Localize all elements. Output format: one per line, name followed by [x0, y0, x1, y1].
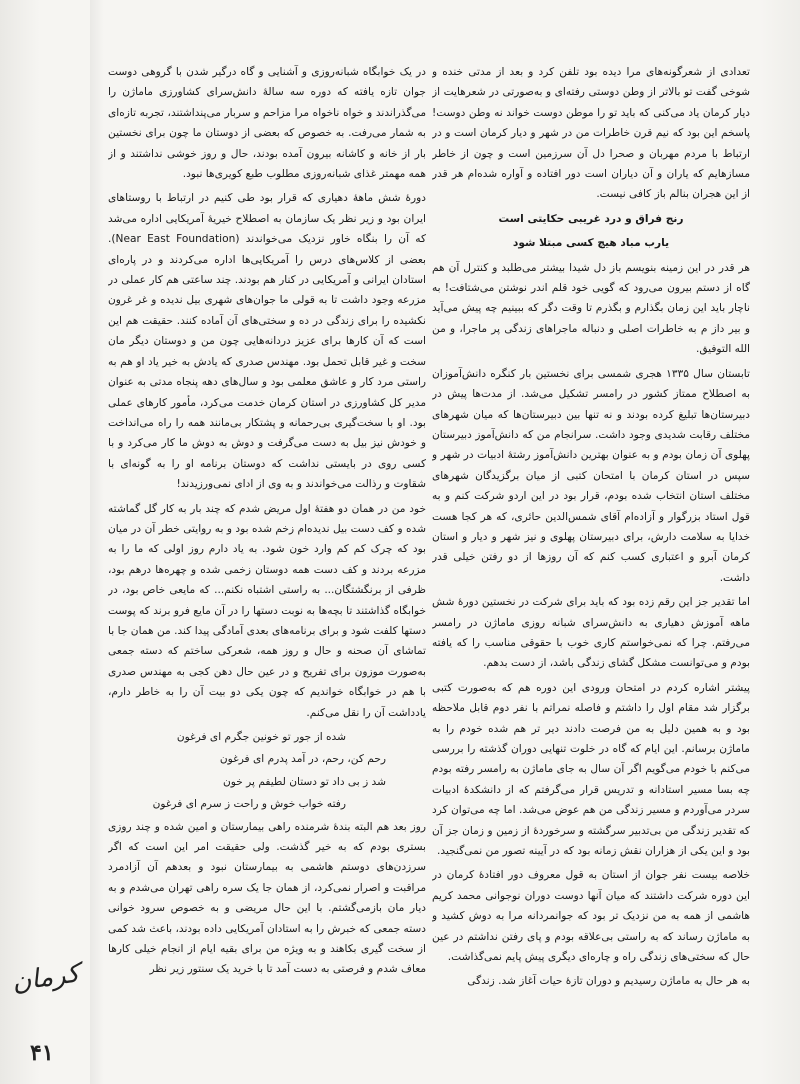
poem-line: یارب مباد هیچ کسی مبتلا شود	[512, 237, 670, 250]
left-column	[108, 62, 426, 1002]
poem-line: رحم کن، رحم، در آمد پدرم ای فرغون	[219, 753, 386, 766]
paragraph: پیشتر اشاره کردم در امتحان ورودی این دوره هم که به‌صورت کتبی برگزار شد مقام اول را داشتم و فاصله نمراتم با نفر دوم قابل ملاحظه بود و به همین دلیل به من فرصت دادند دیر تر هم شده خودم را به ماماژن برسانم. این ایام که گاه در خلوت تنهایی دوران گذشته را بررسی می‌کنم با خودم می‌گویم اگر آن سال به جای ماماژن به رامسر رفته بودم چه بسا مسیر استادانه و تدریس قرار می‌گرفتم که از دانشکدهٔ ادبیات سردر می‌آوردم و مسیر زندگی من هم عوض می‌شد. اما چه می‌توان کرد که تقدیر زندگی من بی‌تدبیر سرگشته و سرخوردهٔ از زمین و زمان جز آن بود و این یکی از هزاران نقش زمانه بود که در آیینه تصور من نمی‌گنجید.	[432, 681, 750, 858]
magazine-logo	[10, 958, 82, 1030]
paragraph: هر قدر در این زمینه بنویسم باز دل شیدا بیشتر می‌طلبد و کنترل آن هم گاه از دستم بیرون می‌رود که گویی خود قلم اندر نوشتن می‌شتافت! به ناچار باید این زمان بگذارم و بگذرم تا وقت دگر که ببینیم چه پیش می‌آید و بیر داز م به خاطرات اصلی و دنباله ماجراهای زندگی پر ماجرا، و من الله التوفیق.	[432, 261, 750, 356]
paragraph: به هر حال به ماماژن رسیدیم و دوران تازهٔ حیات آغاز شد. زندگی	[467, 975, 750, 988]
poem-line: رنج فراق و درد غریبی حکایتی است	[498, 212, 684, 225]
paragraph: روز بعد هم البته بندهٔ شرمنده راهی بیمارستان و امین شده و چند روزی بستری بودم که به خیر گذشت. ولی حقیقت امر این است که اگر سرزدن‌های دوستم هاشمی به بیمارستان نبود و بعدهم آن آزادمرد مراقبت و اصرار نمی‌کرد، از همان جا یک سره راهی تهران می‌شدم و به دیار مان بازمی‌گشتم. با این حال مریضی و به خصوص سرود خوانی دسته جمعی که خبرش را به استادان آمریکایی داده بودند، باعث شد کمی از سخت گیری بکاهند و به ویژه من برای بقیه ایام از انجام خیلی کارها معاف شدم و فرصتی به دست آمد تا با خرید یک سنتور زیر نظر	[108, 820, 426, 976]
page-number: ۴۱	[30, 1040, 54, 1066]
right-column	[432, 62, 750, 1072]
paragraph: در یک خوابگاه شبانه‌روزی و آشنایی و گاه درگیر شدن با گروهی دوست جوان تازه یافته که دوره سه سالهٔ دانش‌سرای کشاورزی ماماژن را می‌گذراندند و خواه ناخواه مرا مزاحم و سربار می‌پنداشتند، تجربه تازه‌ای به شمار می‌رفت. به خصوص که بعضی از دوستان ما چون برای نخستین بار از خانه و کاشانه بیرون آمده بودند، حال و روز خوشی نداشتند و از همه مهمتر غذای شبانه‌روزی مطلوب طبع کویری‌ها نبود.	[108, 66, 426, 181]
poem-line: رفته خواب خوش و راحت ز سرم ای فرغون	[152, 798, 346, 811]
poem-line: شد ز بی داد تو دستان لطیفم پر خون	[223, 775, 386, 788]
paragraph: تعدادی از شعرگونه‌های مرا دیده بود تلفن کرد و بعد از مدتی خنده و شوخی گفت تو بالاتر از وطن دوستی رفته‌ای و به‌صورتی در شعرهایت از دیار کرمان یاد می‌کنی که باید تو را موطن دوست خواند نه وطن دوست! پاسخم این بود که نیم قرن خاطرات من در شهر و دیار کرمان است و در ارتباط با مردم مهربان و صحرا دل آن سرزمین است و چون از خاطر مسازهایم که یاران و آن دیاران است دور افتاده و آواره شده‌ام هر قدر از این هجران بنالم باز کافی نیست.	[432, 66, 750, 201]
paragraph: خلاصه بیست نفر جوان از استان به قول معروف دور افتادهٔ کرمان در این دوره شرکت داشتند که میان آنها دوست دوران نوجوانی محمد کریم هاشمی از همه به من نزدیک تر بود که جوانمردانه مرا به دوش کشید و به ماماژن رساند که به راستی بی‌علاقه بودم و پای رفتن نداشتم در عین حال که سختی‌های زندگی راه و چاره‌ای دیگری پیش پایم نمی‌گذاشت.	[432, 869, 750, 964]
poem-line: شده از جور تو خونین جگرم ای فرغون	[176, 731, 346, 743]
logo-text: کرمان	[10, 958, 82, 998]
paragraph: خود من در همان دو هفتهٔ اول مریض شدم که چند بار به کار گل گماشته شده و کف دست بیل ندیده‌ام زخم شده بود و به روایتی خطر آن در میان بود که چرک کم کم وارد خون شود. به یاد دارم روز اولی که ما را به مزرعه بردند و کف دست همه دوستان زخمی شده و چهره‌ها درهم بود، ظرفی از برنگشتگان... به راستی اشتباه نکنم... که مایعی خاص بود، در خوابگاه گذاشتند تا بچه‌ها به نوبت دستها را در آن مایع فرو برند که پوست دستها کلفت شود و برای برنامه‌های بعدی آمادگی پیدا کند. من همان جا با تماشای آن صحنه و حال و روز همه، شعرکی ساختم که دسته جمعی به‌صورت موزون برای تفریح و در عین حال دهن کجی به مهندس صدری با هم در خوابگاه خواندیم که چون یکی دو بیت آن را به خاطر دارم، یادداشت آن را نقل می‌کنم.	[108, 502, 426, 719]
paragraph: تابستان سال ۱۳۳۵ هجری شمسی برای نخستین بار کنگره دانش‌آموزان به اصطلاح ممتاز کشور در رامسر تشکیل می‌شد. از مدت‌ها پیش در دبیرستان‌ها تبلیغ کرده بودند و نه تنها بین دبیرستان‌ها که میان شهرهای مختلف رقابت شدیدی وجود داشت. سرانجام من که دانش‌آموز دبیرستان پهلوی آن زمان بودم و به عنوان بهترین دانش‌آموز رشتهٔ ادبیات در شهر و سپس در استان کرمان با امتحان کتبی از میان برگزیدگان شهرهای مختلف استان انتخاب شده بودم، قرار بود در این اردو شرکت کنم و به قول استاد بزرگوار و آزاده‌ام آقای شمس‌الدین حائری، که هر کجا هست خدایا به سلامت دارش، برای دبیرستان پهلوی و نیز شهر و دیار و استان کرمان آبرو و اعتباری کسب کنم که آن روزها از دو رفتن خیلی قدر داشت.	[432, 367, 750, 584]
paragraph: اما تقدیر جز این رقم زده بود که باید برای شرکت در نخستین دورهٔ شش ماهه آموزش دهیاری به دانش‌سرای شبانه روزی ماماژن در رامسر می‌رفتم. چرا که نمی‌خواستم کاری خوب با حقوقی مناسب را که یافته بودم و می‌توانست مشکل گشای زندگی باشد، از دست بدهم.	[432, 596, 750, 670]
paragraph: دورهٔ شش ماههٔ دهیاری که قرار بود طی کنیم در ارتباط با روستاهای ایران بود و زیر نظر یک سازمان به اصطلاح خیریهٔ آمریکایی اداره می‌شد که آن را بنگاه خاور نزدیک می‌خواندند (Near East Foundation). بعضی از کلاس‌های درس را آمریکایی‌ها اداره می‌کردند و در پاره‌ای استادان ایرانی و آمریکایی در کنار هم بودند. چند ساعتی هم کار عملی در مزرعه وجود داشت تا به قولی ما جوان‌های شهری بیل ندیده و غر غرون نکشیده را برای زندگی در ده و سختی‌های آن آماده کنند. حقیقت هم این است که آن کارها برای عزیز دردانه‌هایی چون من و دوستان دیگر مان سخت و غیر قابل تحمل بود. مهندس صدری که یادش به خیر یاد او هم به راستی مرد کار و عاشق معلمی بود و سال‌های دهه پنجاه مدتی به عنوان مدیر کل کشاورزی در استان کرمان خدمت می‌کرد، مأمور کارهای عملی بود. او با سخت‌گیری بی‌رحمانه و پشتکار بی‌مانند همه را راه می‌انداخت و خودش نیز بیل به دست می‌گرفت و دوش به دوش ما کار می‌کرد و با کسی روی در بایستی نداشت که دوستان برنامه او را به گونه‌ای با شقاوت و رذالت می‌خواندند و به وی از ادای نمی‌ورزیدند!	[108, 192, 426, 491]
gutter-shadow	[90, 0, 104, 1084]
